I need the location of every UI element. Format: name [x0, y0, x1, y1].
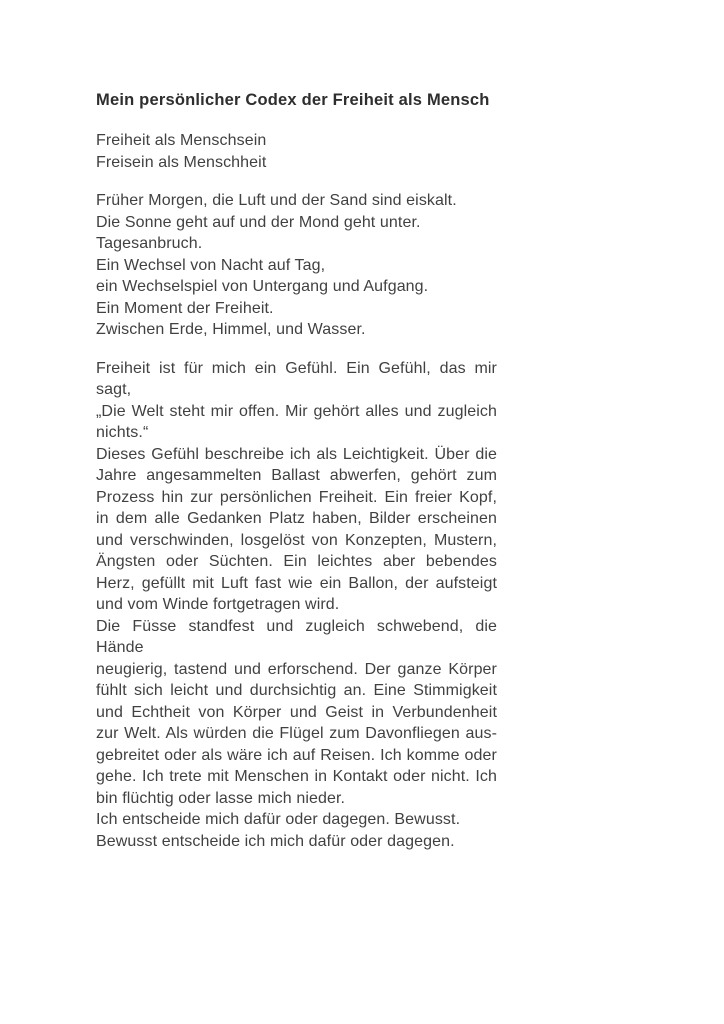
text-line: Prozess hin zur persönlichen Freiheit. Ein freier Kopf,: [96, 488, 497, 506]
text-line: in dem alle Gedanken Platz haben, Bilder erscheinen: [96, 510, 497, 527]
text-line: neugierig, tastend und erforschend. Der ganze Körper: [96, 660, 497, 678]
paragraph: [96, 444, 497, 616]
text-line: und verschwinden, losgelöst von Konzepten, Mustern,: [96, 531, 497, 549]
text-line: Ich entscheide mich dafür oder dagegen. Bewusst.: [96, 811, 461, 828]
text-line: Jahre angesammelten Ballast abwerfen, gehört zum: [96, 467, 497, 484]
text-line: fühlt sich leicht und durchsichtig an. Eine Stimmigkeit: [96, 682, 497, 699]
text-line: Herz, gefüllt mit Luft fast wie ein Ballon, der aufsteigt: [96, 574, 497, 592]
text-line: Ein Moment der Freiheit.: [96, 299, 274, 317]
text-line: Zwischen Erde, Himmel, und Wasser.: [96, 321, 366, 338]
text-line: Freiheit ist für mich ein Gefühl. Ein Gefühl, das mir sagt,: [96, 359, 497, 398]
text-line: und Echtheit von Körper und Geist in Verbundenheit: [96, 703, 497, 721]
text-line: Dieses Gefühl beschreibe ich als Leichtigkeit. Über die: [96, 445, 497, 463]
paragraph: [96, 616, 497, 810]
text-line: zur Welt. Als würden die Flügel zum Davonfliegen aus-: [96, 725, 497, 742]
paragraph: [96, 831, 497, 853]
text-line: Freisein als Menschheit: [96, 153, 267, 171]
text-line: gehe. Ich trete mit Menschen in Kontakt oder nicht. Ich: [96, 768, 497, 785]
text-line: Tagesanbruch.: [96, 235, 203, 252]
text-line: Bewusst entscheide ich mich dafür oder dagegen.: [96, 832, 455, 850]
text-line: Freiheit als Menschsein: [96, 132, 267, 149]
text-line: Die Sonne geht auf und der Mond geht unter.: [96, 213, 421, 231]
poem-stanza: [96, 190, 497, 341]
text-column: [96, 89, 497, 852]
text-line: bin flüchtig oder lasse mich nieder.: [96, 789, 346, 807]
text-line: und vom Winde fortgetragen wird.: [96, 596, 340, 613]
text-line: Die Füsse standfest und zugleich schwebend, die Hände: [96, 617, 497, 656]
paragraph: [96, 809, 497, 831]
paragraph: [96, 358, 497, 444]
document-title: Mein persönlicher Codex der Freiheit als Mensch: [96, 91, 490, 109]
text-line: ein Wechselspiel von Untergang und Aufgang.: [96, 278, 429, 295]
text-line: nichts.“: [96, 424, 149, 441]
body-paragraphs: [96, 358, 497, 853]
epigraph-stanza: [96, 130, 497, 173]
text-line: gebreitet oder als wäre ich auf Reisen. Ich komme oder: [96, 746, 497, 764]
text-line: Ängsten oder Süchten. Ein leichtes aber bebendes: [96, 553, 497, 570]
text-line: Ein Wechsel von Nacht auf Tag,: [96, 256, 326, 274]
text-line: „Die Welt steht mir offen. Mir gehört alles und zugleich: [96, 402, 497, 420]
text-line: Früher Morgen, die Luft und der Sand sind eiskalt.: [96, 192, 457, 209]
